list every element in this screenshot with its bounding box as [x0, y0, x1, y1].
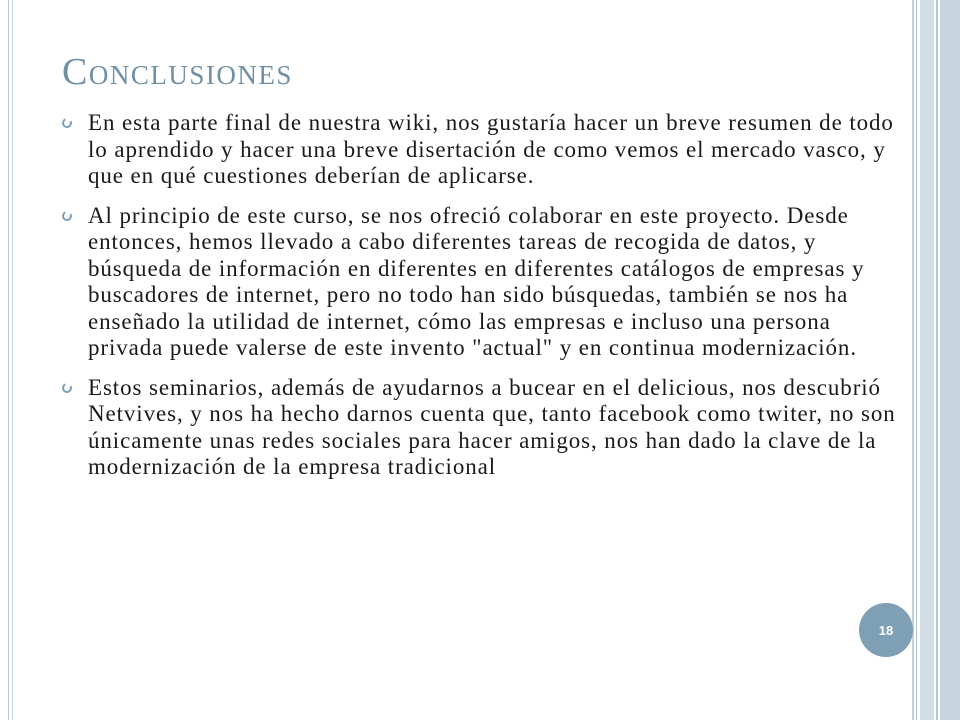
bullet-list	[62, 110, 907, 494]
right-bar	[916, 0, 917, 720]
slide-title: Conclusiones	[62, 51, 293, 93]
right-decorative-bars	[912, 0, 960, 720]
right-bar	[920, 0, 934, 720]
ring-bullet-icon	[61, 209, 74, 222]
bullet-text: En esta parte final de nuestra wiki, nos gustaría hacer un breve resumen de todo lo aprendido y hacer una breve disertación de como vemos el mercado vasco, y que en qué cuestiones deberían de aplicarse.	[88, 110, 894, 188]
right-bar	[940, 0, 960, 720]
left-frame-line-inner	[12, 0, 13, 720]
bullet-text: Al principio de este curso, se nos ofreció colaborar en este proyecto. Desde entonces, hemos llevado a cabo diferentes tareas de recogida de datos, y búsqueda de información en diferentes en diferentes catálogos de empresas y buscadores de internet, pero no todo han sido búsquedas, también se nos ha enseñado la utilidad de internet, cómo las empresas e incluso una persona privada puede valerse de este invento "actual" y en continua modernización.	[88, 202, 865, 360]
ring-bullet-icon	[61, 381, 74, 394]
bullet-text: Estos seminarios, además de ayudarnos a bucear en el delicious, nos descubrió Netvives, y nos ha hecho darnos cuenta que, tanto facebook como twiter, no son únicamente unas redes sociales para hacer amigos, nos han dado la clave de la modernización de la empresa tradicional	[88, 374, 896, 479]
bullet-item	[62, 203, 907, 362]
right-bar	[912, 0, 914, 720]
bullet-item	[62, 110, 907, 190]
ring-bullet-icon	[61, 117, 74, 130]
right-bar	[936, 0, 938, 720]
page-number-badge: 18	[859, 603, 913, 657]
left-frame-line	[8, 0, 9, 720]
bullet-item	[62, 375, 907, 481]
